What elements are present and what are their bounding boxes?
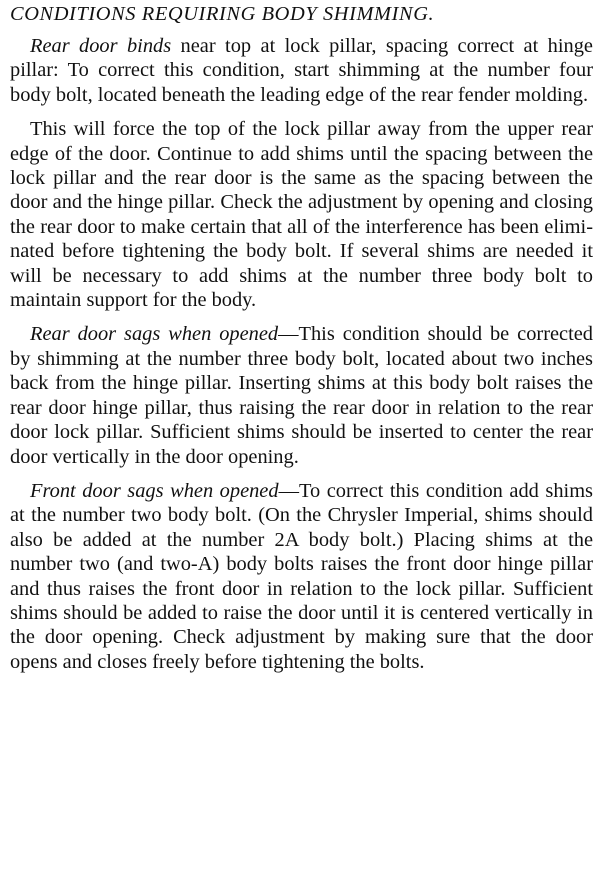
- paragraph-lead: Rear door sags when opened: [30, 323, 279, 346]
- paragraph-lead: Front door sags when opened: [30, 479, 279, 502]
- paragraph-rear-door-sags: [10, 322, 593, 468]
- paragraph-body: —This condition should be corrected by shimming at the number three body bolt, located about two inches back from the hinge pillar. Inserting shims at this body bolt raises the rear door hinge pillar, thus raising the rear door in relation to the rear door lock pillar. Sufficient shims should be inserted to center the rear door vertically in the door opening.: [10, 323, 593, 468]
- paragraph-body: near top at lock pillar, spacing correct at hinge pillar: To correct this condition, start shimming at the number four body bolt, located beneath the leading edge of the rear fender molding.: [10, 35, 593, 106]
- paragraph-body: —To correct this condition add shims at the number two body bolt. (On the Chrysler Imperial, shims should also be added at the number 2A body bolt.) Placing shims at the number two (and two-A) body bolts raises the front door hinge pillar and thus raises the front door in relation to the lock pillar. Sufficient shims should be added to raise the door until it is centered vertically in the door opening. Check adjustment by making sure that the door opens and closes freely before tightening the bolts.: [10, 479, 593, 673]
- paragraph-lead: Rear door binds: [30, 35, 172, 57]
- paragraph-lock-pillar-spacing: [10, 117, 593, 312]
- paragraph-body: This will force the top of the lock pillar away from the upper rear edge of the door. Continue to add shims until the spacing between the lock pillar and the rear door is the same as the spacing between the door and the hinge pillar. Check the adjustment by opening and closing the rear door to make certain that all of the interference has been eliminated before tightening the body bolt. If several shims are needed it will be necessary to add shims at the number three body bolt to maintain support for the body.: [10, 118, 593, 312]
- section-heading: CONDITIONS REQUIRING BODY SHIMMING.: [10, 3, 435, 25]
- paragraph-front-door-sags: [10, 479, 593, 674]
- paragraph-rear-door-binds: [10, 34, 593, 107]
